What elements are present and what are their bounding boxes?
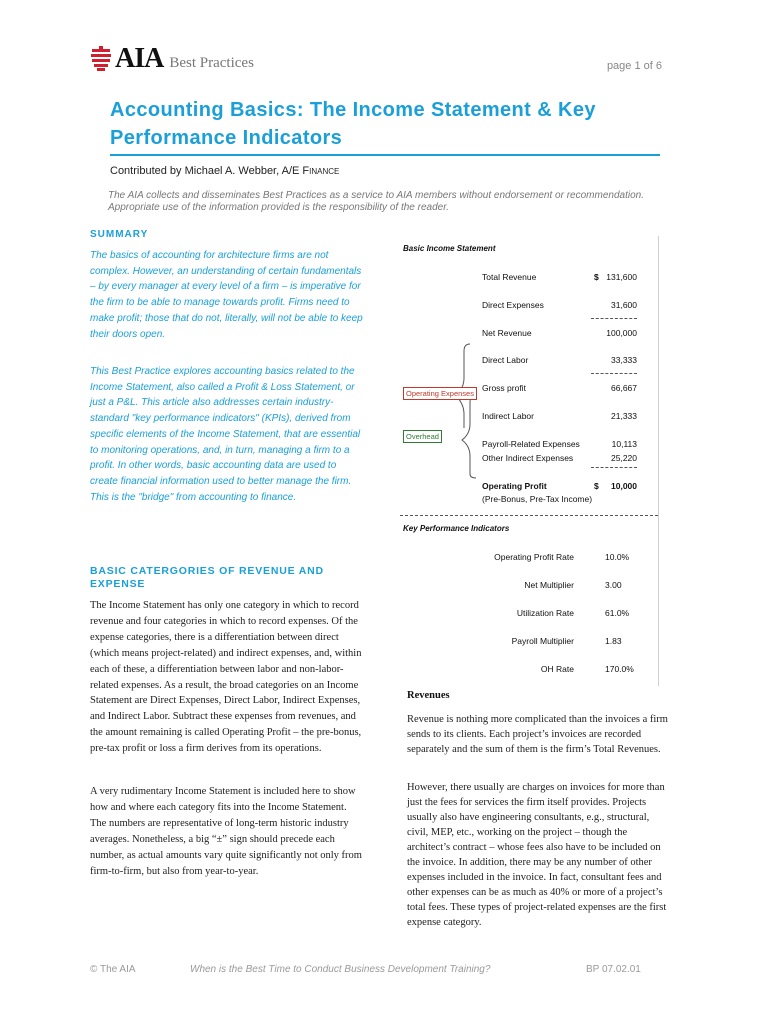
categories-heading: BASIC CATERGORIES OF REVENUE AND EXPENSE <box>90 565 324 590</box>
summary-paragraph-2: This Best Practice explores accounting basics related to the Income Statement, also called a Profit & Loss Statement, or just a P&L. This article also addresses certain industry-standard "key performance indicators" (KPIs), derived from specific elements of the Income Statement, that are essential to monitoring operations, and, in turn, managing a firm to a profit. In other words, basic accounting data are used to create financial information used to better manage the firm. This is the "bridge" from accounting to finance. <box>90 366 361 503</box>
operating-expenses-tag: Operating Expenses <box>403 387 477 400</box>
direct-expenses-value: 31,600 <box>611 300 637 310</box>
income-statement-heading: Basic Income Statement <box>403 244 496 253</box>
direct-expenses-label: Direct Expenses <box>482 300 544 310</box>
categories-paragraph-1: The Income Statement has only one category in which to record revenue and four categories in which to record expenses. Of the expense categories, there is a differentiation between direct (which means project-related) and indirect expenses, and, within each of these, a differentiation between labor and non-labor- related expenses. As a result, the broad categories on an Income Statement are Direct Expenses, Direct Labor, Indirect Expenses, and Indirect Labor. Subtract these expenses from revenues, and the amount remaining is called Operating Profit – the pre-bonus, pre-tax profit or loss a firm derives from its operations. <box>90 600 362 755</box>
net-revenue-value: 100,000 <box>606 328 637 338</box>
operating-profit-note: (Pre-Bonus, Pre-Tax Income) <box>482 494 593 504</box>
kpi-value: 3.00 <box>605 580 622 590</box>
footer-title-link[interactable]: When is the Best Time to Conduct Business Development Training? <box>190 964 491 975</box>
contributor-prefix: Contributed by Michael A. Webber, A/E F <box>110 165 310 177</box>
net-revenue-label: Net Revenue <box>482 328 532 338</box>
indirect-labor-value: 21,333 <box>611 411 637 421</box>
figure-section-divider <box>400 515 658 516</box>
logo-text: AIA <box>115 43 164 74</box>
gross-profit-value: 66,667 <box>611 383 637 393</box>
figure-border <box>658 236 659 686</box>
kpi-heading: Key Performance Indicators <box>403 524 510 533</box>
kpi-value: 170.0% <box>605 664 634 674</box>
operating-profit-value: 10,000 <box>611 481 637 491</box>
revenues-paragraph-1: Revenue is nothing more complicated than the invoices a firm sends to its clients. Each project’s invoices are recorded separately and the sum of them is the firm’s Total Revenues. <box>407 714 668 755</box>
total-revenue-currency: $ <box>594 272 599 282</box>
income-statement-figure <box>398 236 660 688</box>
kpi-label: OH Rate <box>540 664 574 674</box>
payroll-related-value: 10,113 <box>611 439 637 449</box>
operating-profit-label: Operating Profit <box>482 481 547 491</box>
operating-profit-currency: $ <box>594 481 599 491</box>
footer-copyright: © The AIA <box>90 964 136 975</box>
kpi-value: 61.0% <box>605 608 630 618</box>
kpi-label: Operating Profit Rate <box>494 552 574 562</box>
indirect-labor-label: Indirect Labor <box>482 411 534 421</box>
footer-code: BP 07.02.01 <box>586 964 641 975</box>
title-divider <box>110 154 660 156</box>
payroll-related-label: Payroll-Related Expenses <box>482 439 580 449</box>
revenues-heading: Revenues <box>407 690 450 701</box>
contributor-line <box>110 165 339 177</box>
page-indicator: page 1 of 6 <box>606 60 662 72</box>
aia-logo-mark-icon <box>90 46 112 72</box>
total-revenue-value: 131,600 <box>606 272 637 282</box>
subtotal-rule <box>591 318 637 319</box>
kpi-value: 1.83 <box>605 636 622 646</box>
total-revenue-label: Total Revenue <box>482 272 537 282</box>
kpi-label: Utilization Rate <box>516 608 574 618</box>
subtotal-rule <box>591 467 637 468</box>
gross-profit-label: Gross profit <box>482 383 526 393</box>
logo-subtitle: Best Practices <box>169 55 254 71</box>
kpi-label: Net Multiplier <box>524 580 574 590</box>
expense-brackets-icon <box>432 336 482 481</box>
page-title: Accounting Basics: The Income Statement & Key Performance Indicators <box>110 99 596 149</box>
other-indirect-label: Other Indirect Expenses <box>482 453 574 463</box>
kpi-value: 10.0% <box>605 552 630 562</box>
kpi-label: Payroll Multiplier <box>511 636 574 646</box>
aia-logo <box>90 43 254 74</box>
direct-labor-label: Direct Labor <box>482 355 529 365</box>
overhead-tag: Overhead <box>403 430 442 443</box>
contributor-suffix: INANCE <box>309 167 340 176</box>
subtotal-rule <box>591 373 637 374</box>
other-indirect-value: 25,220 <box>611 453 637 463</box>
disclaimer: The AIA collects and disseminates Best Practices as a service to AIA members without endorsement or recommendation. Appropriate use of the information provided is the responsibility of the reader. <box>108 190 644 213</box>
direct-labor-value: 33,333 <box>611 355 637 365</box>
revenues-paragraph-2: However, there usually are charges on invoices for more than just the fees for services the firm itself provides. Projects usually also have engineering consultants, e.g., structural, civil, MEP, etc., working on the project – though the architect’s contract – whose fees also have to be included on the invoice. In addition, there may be any number of other expenses included in the invoice. In fact, consultant fees and other expenses can be as much as 40% or more of a project’s total fees. These types of project-related expenses are the first expense category. <box>407 782 667 928</box>
summary-heading: SUMMARY <box>90 229 149 240</box>
summary-paragraph-1: The basics of accounting for architecture firms are not complex. However, an understanding of certain fundamentals – by every manager at every level of a firm – is imperative for the firm to be able to manage towards profit. Firms need to make profit; those that do not, literally, will not be able to keep their doors open. <box>90 250 363 340</box>
categories-paragraph-2: A very rudimentary Income Statement is included here to show how and where each category fits into the Income Statement. The numbers are representative of long-term historic industry averages. Nonetheless, a big “±” sign should precede each number, as actual amounts vary quite significantly not only from firm-to-firm, but also from year-to-year. <box>90 786 362 877</box>
